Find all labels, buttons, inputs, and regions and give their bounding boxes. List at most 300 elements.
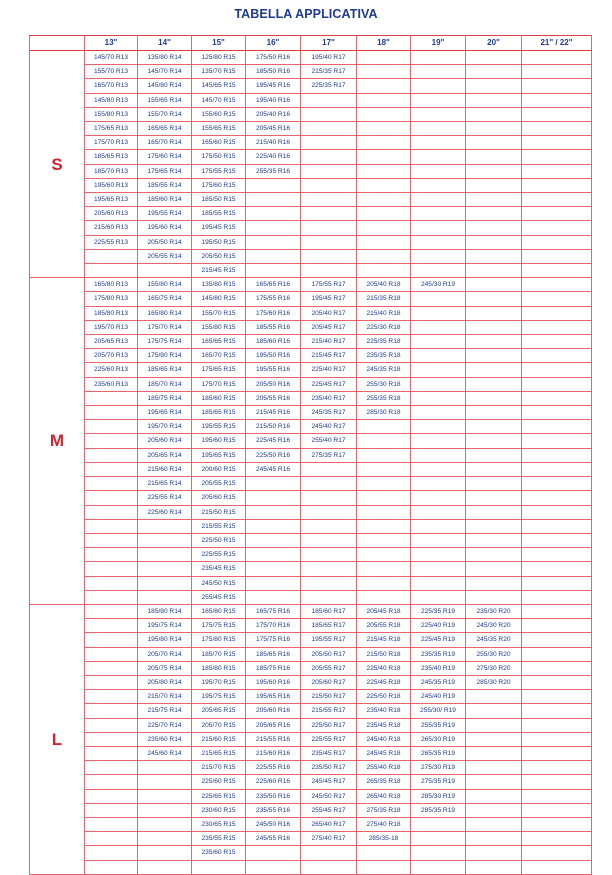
tire-size-cell: 255/40 R17 [301,434,357,448]
tire-size-cell [522,803,592,817]
table-row [30,533,592,547]
tire-size-cell [522,264,592,278]
tire-size-cell: 225/70 R14 [138,718,192,732]
tire-size-cell: 155/70 R13 [85,65,138,79]
tire-size-cell: 235/35 R18 [357,349,411,363]
table-row [30,406,592,420]
tire-size-cell [85,789,138,803]
tire-size-cell: 185/75 R14 [138,391,192,405]
tire-size-cell [246,576,301,590]
size-group-label: M [30,278,85,605]
tire-size-cell [85,661,138,675]
tire-size-cell [357,51,411,65]
table-body [30,51,592,875]
tire-size-cell: 185/50 R16 [246,65,301,79]
tire-size-cell: 235/30 R20 [466,604,522,618]
header-rim-size: 13" [85,36,138,51]
table-row [30,505,592,519]
tire-size-cell: 215/60 R14 [138,462,192,476]
table-row [30,732,592,746]
tire-size-cell [466,107,522,121]
table-row [30,51,592,65]
tire-size-cell: 235/60 R15 [192,846,246,860]
tire-size-cell: 175/70 R14 [138,320,192,334]
tire-size-cell [466,533,522,547]
tire-size-cell [411,320,466,334]
tire-size-cell: 245/60 R14 [138,746,192,760]
tire-size-cell [357,860,411,874]
tire-size-cell [357,221,411,235]
tire-size-cell: 245/55 R16 [246,832,301,846]
tire-size-cell: 275/35 R18 [357,803,411,817]
tire-size-cell [522,193,592,207]
tire-size-cell [301,519,357,533]
tire-size-cell: 185/55 R14 [138,178,192,192]
tire-size-cell [138,832,192,846]
tire-size-cell [301,150,357,164]
tire-size-cell: 275/40 R17 [301,832,357,846]
tire-size-cell [138,775,192,789]
tire-size-cell: 205/60 R17 [301,675,357,689]
table-row [30,860,592,874]
tire-size-cell [301,562,357,576]
tire-size-cell [85,604,138,618]
tire-size-cell: 235/45 R18 [357,718,411,732]
tire-size-cell: 215/60 R15 [192,732,246,746]
tire-size-cell [138,860,192,874]
tire-size-cell [85,860,138,874]
tire-size-cell: 265/30 R19 [411,732,466,746]
header-rim-size: 18" [357,36,411,51]
tire-size-cell [357,264,411,278]
tire-size-cell [85,420,138,434]
tire-size-cell [138,562,192,576]
tire-size-cell [138,576,192,590]
table-row [30,79,592,93]
tire-size-cell [522,207,592,221]
tire-size-cell [522,377,592,391]
tire-size-cell: 175/65 R13 [85,122,138,136]
tire-size-cell [411,576,466,590]
tire-size-cell [138,789,192,803]
tire-size-cell: 245/50 R16 [246,817,301,831]
tire-size-cell [466,860,522,874]
tire-size-cell: 215/55 R17 [301,704,357,718]
tire-size-cell: 185/55 R15 [192,207,246,221]
tire-size-cell [411,178,466,192]
table-row [30,832,592,846]
tire-size-cell [466,832,522,846]
tire-size-cell [357,590,411,604]
tire-size-cell [301,462,357,476]
tire-size-cell: 215/55 R15 [192,519,246,533]
tire-size-cell [301,164,357,178]
tire-size-cell: 225/55 R15 [192,548,246,562]
tire-size-cell: 225/45 R18 [357,675,411,689]
tire-size-cell [466,79,522,93]
tire-size-cell [411,79,466,93]
tire-size-cell: 265/35 R18 [357,775,411,789]
tire-size-cell [522,51,592,65]
tire-size-cell: 255/30 R18 [357,377,411,391]
tire-size-cell: 195/45 R17 [301,292,357,306]
tire-size-cell: 195/70 R13 [85,320,138,334]
tire-size-cell: 215/65 R15 [192,746,246,760]
tire-size-cell: 195/65 R14 [138,406,192,420]
tire-size-cell [466,420,522,434]
tire-size-cell: 195/40 R16 [246,93,301,107]
tire-size-cell: 255/45 R17 [301,803,357,817]
tire-size-cell: 145/80 R14 [138,79,192,93]
tire-size-cell [466,65,522,79]
tire-size-cell [466,122,522,136]
tire-size-cell [301,207,357,221]
tire-size-cell: 185/70 R14 [138,377,192,391]
tire-size-cell [357,178,411,192]
table-row [30,150,592,164]
header-size-group [30,36,85,51]
tire-size-cell: 215/40 R17 [301,335,357,349]
tire-size-cell: 275/35 R17 [301,448,357,462]
tire-size-cell [411,306,466,320]
tire-size-cell [301,193,357,207]
tire-size-cell [411,391,466,405]
tire-size-cell: 205/60 R15 [192,491,246,505]
tire-size-cell [85,590,138,604]
tire-size-cell [301,264,357,278]
tire-size-cell: 205/55 R18 [357,619,411,633]
tire-size-cell: 175/70 R13 [85,136,138,150]
tire-size-cell: 205/50 R14 [138,235,192,249]
tire-size-cell [466,335,522,349]
table-row [30,562,592,576]
tire-size-cell [85,562,138,576]
tire-size-cell [411,406,466,420]
tire-size-cell [411,846,466,860]
tire-size-cell [357,107,411,121]
table-row [30,746,592,760]
table-row [30,704,592,718]
tire-size-cell: 195/65 R15 [192,448,246,462]
tire-size-cell [466,221,522,235]
tire-size-cell [411,860,466,874]
tire-size-cell [85,576,138,590]
tire-size-cell [522,335,592,349]
tire-size-cell [522,832,592,846]
tire-size-cell [466,349,522,363]
tire-size-cell: 155/80 R15 [192,320,246,334]
tire-size-cell [522,306,592,320]
tire-size-cell: 185/70 R13 [85,164,138,178]
table-row [30,207,592,221]
tire-size-cell: 285/30 R20 [466,675,522,689]
tire-size-cell: 165/75 R14 [138,292,192,306]
table-row [30,292,592,306]
tire-size-cell [466,363,522,377]
tire-size-cell: 205/75 R14 [138,661,192,675]
tire-size-cell: 225/55 R14 [138,491,192,505]
tire-size-cell [85,846,138,860]
table-row [30,249,592,263]
tire-size-cell [85,761,138,775]
tire-size-cell [357,79,411,93]
tire-size-cell [85,803,138,817]
tire-size-cell [357,420,411,434]
tire-size-cell: 245/35 R18 [357,363,411,377]
tire-size-cell [466,519,522,533]
tire-size-cell [411,519,466,533]
tire-size-cell: 155/70 R14 [138,107,192,121]
tire-size-cell: 195/60 R14 [138,221,192,235]
tire-size-cell [85,448,138,462]
tire-size-cell: 265/40 R18 [357,789,411,803]
tire-size-cell: 135/80 R15 [192,278,246,292]
tire-size-cell: 175/75 R14 [138,335,192,349]
tire-size-cell [466,150,522,164]
tire-size-cell [522,178,592,192]
tire-size-cell: 205/70 R14 [138,647,192,661]
tire-size-cell [85,505,138,519]
tire-size-cell [411,107,466,121]
tire-size-cell [357,193,411,207]
page-title: TABELLA APPLICATIVA [234,7,378,21]
tire-size-cell [522,107,592,121]
tire-size-cell: 285/30 R19 [411,789,466,803]
tire-size-cell [357,164,411,178]
tire-size-cell [522,391,592,405]
tire-size-cell [466,406,522,420]
tire-size-cell: 225/45 R17 [301,377,357,391]
tire-size-cell [466,704,522,718]
tire-size-cell: 275/30 R19 [411,761,466,775]
tire-size-cell [85,746,138,760]
tire-size-cell [466,761,522,775]
tire-size-cell: 195/55 R16 [246,363,301,377]
tire-size-cell: 235/45 R17 [301,746,357,760]
tire-size-cell [357,122,411,136]
tire-size-cell [466,93,522,107]
tire-size-cell [522,320,592,334]
tire-size-cell: 235/40 R19 [411,661,466,675]
tire-size-cell: 205/70 R13 [85,349,138,363]
tire-size-cell [357,448,411,462]
tire-size-cell: 215/45 R18 [357,633,411,647]
tire-size-cell: 215/55 R16 [246,732,301,746]
tire-size-cell [411,377,466,391]
tire-size-cell [246,548,301,562]
tire-size-cell: 195/75 R14 [138,619,192,633]
header-rim-size: 15" [192,36,246,51]
tire-size-cell: 245/30 R19 [411,278,466,292]
tire-size-cell [246,207,301,221]
tire-size-cell: 225/45 R16 [246,434,301,448]
tire-size-cell: 235/50 R16 [246,789,301,803]
tire-size-cell: 145/70 R15 [192,93,246,107]
tire-size-cell: 205/45 R17 [301,320,357,334]
tire-size-cell: 205/45 R18 [357,604,411,618]
tire-size-cell [466,51,522,65]
tire-size-cell: 185/60 R15 [192,391,246,405]
tire-size-cell: 185/60 R14 [138,193,192,207]
tire-size-cell: 185/55 R16 [246,320,301,334]
tire-size-cell [357,150,411,164]
tire-size-cell: 165/80 R14 [138,306,192,320]
tire-size-cell: 215/75 R14 [138,704,192,718]
tire-size-cell [301,93,357,107]
tire-size-cell [411,164,466,178]
table-row [30,93,592,107]
tire-size-cell: 225/60 R15 [192,775,246,789]
tire-size-cell [522,732,592,746]
tire-size-cell [357,505,411,519]
tire-size-cell [301,221,357,235]
tire-size-cell: 265/35 R19 [411,746,466,760]
tire-size-cell: 215/60 R13 [85,221,138,235]
table-row [30,675,592,689]
table-row [30,718,592,732]
tire-size-cell [85,391,138,405]
tire-size-cell: 215/50 R18 [357,647,411,661]
tire-size-cell [85,264,138,278]
tire-size-cell [466,505,522,519]
tire-size-cell: 230/65 R15 [192,817,246,831]
tire-size-cell: 235/50 R17 [301,761,357,775]
tire-size-cell: 215/50 R17 [301,690,357,704]
tire-size-cell: 175/60 R15 [192,178,246,192]
tire-size-cell [466,746,522,760]
tire-size-cell: 245/45 R17 [301,775,357,789]
tire-size-cell [85,462,138,476]
tire-size-cell [522,533,592,547]
tire-size-cell: 255/40 R18 [357,761,411,775]
tire-size-cell: 165/80 R13 [85,278,138,292]
tire-size-cell: 195/55 R17 [301,633,357,647]
table-row [30,462,592,476]
tire-size-cell: 165/65 R14 [138,122,192,136]
tire-size-cell: 225/35 R17 [301,79,357,93]
header-rim-size: 19" [411,36,466,51]
tire-size-cell: 255/35 R16 [246,164,301,178]
tire-size-cell: 255/35 R18 [357,391,411,405]
tire-size-cell [411,832,466,846]
tire-size-cell [138,533,192,547]
tire-size-cell: 245/40 R18 [357,732,411,746]
tire-size-cell: 165/70 R14 [138,136,192,150]
table-row [30,633,592,647]
tire-size-cell: 230/60 R15 [192,803,246,817]
tire-size-cell [411,65,466,79]
table-row [30,306,592,320]
tire-size-cell [138,817,192,831]
tire-size-cell: 245/40 R19 [411,690,466,704]
table-row [30,349,592,363]
tire-size-cell [357,462,411,476]
tire-size-cell: 225/60 R14 [138,505,192,519]
tire-size-cell: 215/70 R15 [192,761,246,775]
tire-size-cell [301,122,357,136]
tire-size-cell [411,93,466,107]
tire-size-cell [301,235,357,249]
table-row [30,619,592,633]
tire-size-cell [85,434,138,448]
tire-size-cell [357,93,411,107]
tire-size-cell: 215/40 R18 [357,306,411,320]
tire-size-cell [522,718,592,732]
tire-size-cell [522,406,592,420]
tire-size-cell [411,193,466,207]
tire-size-cell: 225/40 R17 [301,363,357,377]
tire-size-cell [466,278,522,292]
tire-size-cell [466,178,522,192]
tire-size-cell [411,363,466,377]
tire-size-cell [522,349,592,363]
tire-size-cell: 185/60 R17 [301,604,357,618]
tire-size-cell: 275/35 R19 [411,775,466,789]
tire-size-cell: 225/55 R13 [85,235,138,249]
tire-size-cell [466,462,522,476]
tire-size-cell: 245/40 R17 [301,420,357,434]
tire-size-cell [411,249,466,263]
tire-size-cell: 165/80 R15 [192,604,246,618]
tire-size-cell [85,519,138,533]
tire-size-cell [522,704,592,718]
table-row [30,363,592,377]
tire-size-cell [301,477,357,491]
tire-size-cell: 285/35 R19 [411,803,466,817]
tire-size-cell [411,335,466,349]
table-row [30,647,592,661]
table-row [30,122,592,136]
tire-size-cell [85,832,138,846]
tire-size-cell: 175/75 R16 [246,633,301,647]
tire-size-cell [85,647,138,661]
tire-size-cell: 125/80 R15 [192,51,246,65]
tire-size-cell [411,448,466,462]
tire-size-cell [246,221,301,235]
tire-size-cell [246,477,301,491]
tire-size-cell [411,462,466,476]
tire-size-cell: 225/55 R17 [301,732,357,746]
tire-size-cell [411,505,466,519]
tire-size-cell: 185/80 R15 [192,661,246,675]
tire-size-cell: 235/40 R18 [357,704,411,718]
table-row [30,448,592,462]
table-row [30,846,592,860]
table-row [30,548,592,562]
tire-size-cell [522,164,592,178]
tire-size-cell [522,619,592,633]
tire-size-cell [85,704,138,718]
tire-size-cell: 185/75 R16 [246,661,301,675]
tire-size-cell: 185/65 R17 [301,619,357,633]
tire-size-cell [301,846,357,860]
tire-size-cell: 225/35 R18 [357,335,411,349]
tire-size-cell [301,548,357,562]
table-row [30,278,592,292]
tire-size-cell [301,590,357,604]
tire-size-cell [466,562,522,576]
tire-size-cell: 245/30 R20 [466,619,522,633]
tire-size-cell [522,65,592,79]
tire-size-cell [246,562,301,576]
tire-size-cell: 255/30/ R19 [411,704,466,718]
tire-size-cell [466,590,522,604]
tire-size-cell: 145/80 R15 [192,292,246,306]
tire-size-cell: 185/65 R15 [192,406,246,420]
tire-size-cell: 195/75 R15 [192,690,246,704]
table-row [30,178,592,192]
tire-size-cell [466,718,522,732]
